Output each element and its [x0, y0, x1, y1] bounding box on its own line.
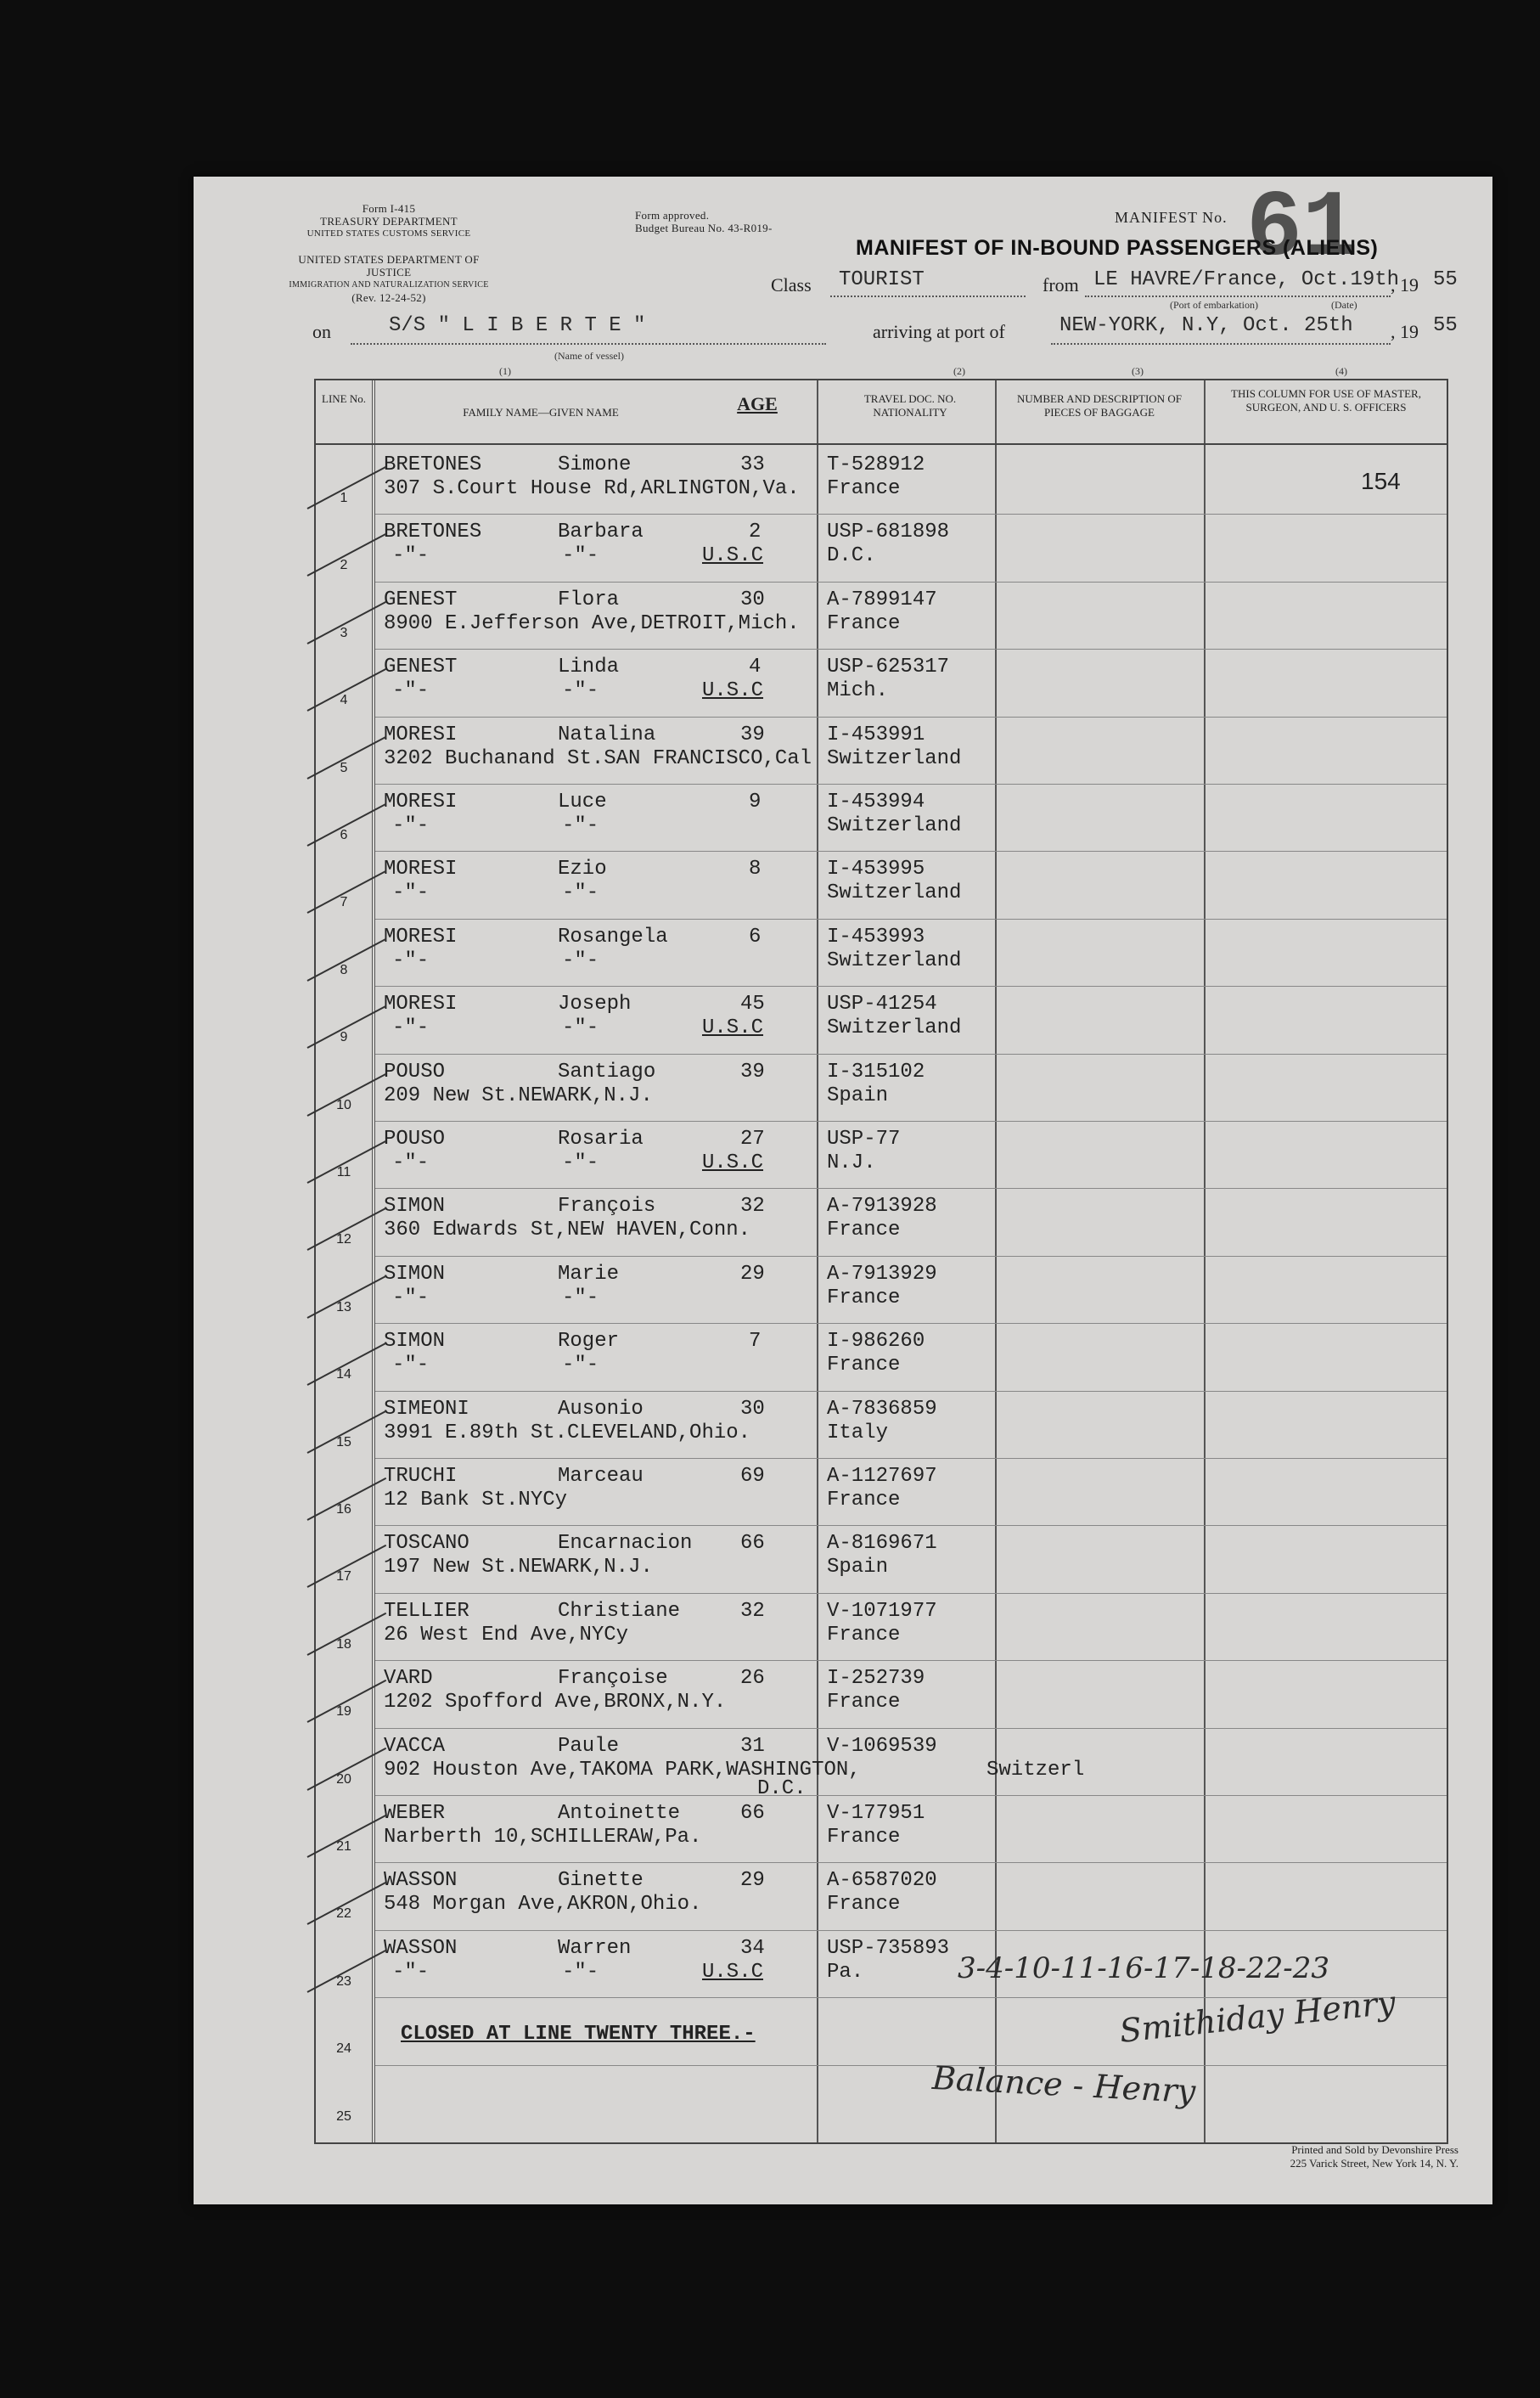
age-value: 29 [740, 1869, 765, 1893]
travel-doc: I-315102 [827, 1060, 925, 1084]
col-header-officers: THIS COLUMN FOR USE OF MASTER, SURGEON, AND U. S. OFFICERS [1231, 387, 1421, 414]
manifest-title: MANIFEST OF IN-BOUND PASSENGERS (ALIENS) [856, 236, 1379, 260]
officer-note: 154 [1361, 468, 1401, 494]
usc-mark: U.S.C [702, 544, 764, 568]
header-rule [316, 443, 1447, 445]
arrive-dots [1051, 343, 1391, 345]
address-ditto: -"- [392, 1354, 430, 1377]
nationality: France [827, 477, 901, 500]
line-number: 20 [336, 1771, 351, 1787]
family-name: WEBER [384, 1802, 446, 1825]
manifest-no-label: MANIFEST No. [1115, 209, 1228, 226]
family-name: WASSON [384, 1869, 458, 1893]
travel-doc: I-986260 [827, 1330, 925, 1354]
line-number: 9 [340, 1030, 348, 1045]
row-divider [375, 1188, 1447, 1189]
address: 26 West End Ave,NYCy [384, 1623, 629, 1647]
year-prefix-1: , 19 [1391, 274, 1419, 296]
row-divider [375, 919, 1447, 920]
row-divider [375, 1525, 1447, 1526]
travel-doc: USP-681898 [827, 521, 950, 544]
family-name: TELLIER [384, 1599, 469, 1623]
travel-doc: USP-735893 [827, 1936, 950, 1960]
justice-dept: UNITED STATES DEPARTMENT OF JUSTICE [298, 253, 480, 279]
age-value: 45 [740, 993, 765, 1016]
nationality: France [827, 1893, 901, 1917]
address-ditto: -"- [392, 1151, 430, 1174]
address: 548 Morgan Ave,AKRON,Ohio. [384, 1893, 702, 1917]
class-dots [830, 296, 1026, 297]
line-number: 23 [336, 1973, 351, 1989]
nationality: Switzerland [827, 949, 962, 972]
row-divider [375, 1458, 1447, 1459]
address: 8900 E.Jefferson Ave,DETROIT,Mich. [384, 611, 800, 635]
age-value: 66 [740, 1802, 765, 1825]
line-number: 25 [336, 2108, 351, 2124]
address-ditto: -"- [392, 679, 430, 703]
given-name: Paule [558, 1734, 620, 1758]
nationality: France [827, 1691, 901, 1714]
line-number: 21 [336, 1839, 351, 1854]
given-name: Joseph [558, 993, 632, 1016]
vessel-dots [351, 343, 826, 345]
nationality: France [827, 1286, 901, 1309]
age-value: 8 [749, 858, 762, 881]
given-name: Rosangela [558, 925, 668, 949]
year-value-2: 55 [1433, 314, 1458, 337]
nationality: Italy [827, 1421, 889, 1444]
form-number: Form I-415 [362, 202, 416, 215]
nationality: Switzerland [827, 746, 962, 770]
family-name: POUSO [384, 1060, 446, 1084]
age-value: 6 [749, 925, 762, 949]
address-ditto: -"- [392, 1960, 430, 1984]
row-divider [375, 1795, 1447, 1796]
travel-doc: I-453995 [827, 858, 925, 881]
family-name: MORESI [384, 993, 458, 1016]
age-value: 39 [740, 723, 765, 746]
col-ref-2: (2) [953, 365, 965, 377]
year-value-1: 55 [1433, 268, 1458, 291]
col-ref-4: (4) [1335, 365, 1347, 377]
line-number: 2 [340, 558, 348, 573]
address-ditto: -"- [392, 814, 430, 837]
arriving-label: arriving at port of [873, 321, 1005, 342]
usc-mark: U.S.C [702, 1016, 764, 1040]
travel-doc: V-1069539 [827, 1734, 937, 1758]
given-ditto: -"- [562, 1354, 599, 1377]
family-name: WASSON [384, 1936, 458, 1960]
given-name: Santiago [558, 1060, 656, 1084]
age-value: 30 [740, 1397, 765, 1421]
given-ditto: -"- [562, 1151, 599, 1174]
vessel-sub: (Name of vessel) [554, 350, 624, 362]
row-divider [375, 1391, 1447, 1392]
nationality: Switzerland [827, 814, 962, 837]
family-name: SIMON [384, 1195, 446, 1219]
line-number: 11 [336, 1165, 351, 1179]
address-ditto: -"- [392, 544, 430, 568]
line-number: 17 [336, 1569, 351, 1585]
given-ditto: -"- [562, 1016, 599, 1040]
justice-info [287, 253, 491, 304]
line-number: 8 [340, 962, 348, 977]
row-divider [375, 1054, 1447, 1055]
form-info [287, 202, 491, 240]
revision: (Rev. 12-24-52) [351, 291, 426, 304]
age-value: 30 [740, 588, 765, 611]
family-name: GENEST [384, 656, 458, 679]
age-value: 32 [740, 1599, 765, 1623]
nationality: Switzerl [986, 1758, 1085, 1782]
family-name: VACCA [384, 1734, 446, 1758]
form-approved: Form approved. [635, 209, 710, 222]
row-divider [375, 1323, 1447, 1324]
travel-doc: USP-41254 [827, 993, 937, 1016]
travel-doc: A-7913929 [827, 1262, 937, 1286]
family-name: SIMON [384, 1330, 446, 1354]
col-divider [817, 380, 818, 2142]
line-number: 1 [340, 491, 348, 505]
travel-doc: I-453994 [827, 791, 925, 813]
from-value: LE HAVRE/France, Oct.19th [1093, 268, 1400, 291]
given-name: Christiane [558, 1599, 681, 1623]
family-name: POUSO [384, 1128, 446, 1151]
printer-line-1: Printed and Sold by Devonshire Press [1291, 2143, 1459, 2156]
family-name: SIMON [384, 1262, 446, 1286]
given-name: Ginette [558, 1869, 644, 1893]
line-number: 22 [336, 1906, 351, 1922]
given-name: Encarnacion [558, 1532, 693, 1556]
age-value: 34 [740, 1936, 765, 1960]
travel-doc: A-8169671 [827, 1532, 937, 1556]
address: 197 New St.NEWARK,N.J. [384, 1556, 653, 1579]
vessel-value: S/S " L I B E R T E " [389, 314, 646, 337]
nationality: Spain [827, 1084, 889, 1107]
family-name: MORESI [384, 925, 458, 949]
usc-mark: U.S.C [702, 1960, 764, 1984]
given-name: Roger [558, 1330, 620, 1354]
row-divider [375, 1593, 1447, 1594]
line-number: 16 [336, 1502, 351, 1517]
address: 3991 E.89th St.CLEVELAND,Ohio. [384, 1421, 751, 1444]
family-name: MORESI [384, 858, 458, 881]
row-divider [375, 1728, 1447, 1729]
given-name: Ausonio [558, 1397, 644, 1421]
given-name: Rosaria [558, 1128, 644, 1151]
given-ditto: -"- [562, 679, 599, 703]
line-number: 4 [340, 693, 348, 708]
given-ditto: -"- [562, 1960, 599, 1984]
family-name: SIMEONI [384, 1397, 469, 1421]
age-value: 31 [740, 1734, 765, 1758]
usc-mark: U.S.C [702, 1151, 764, 1174]
family-name: GENEST [384, 588, 458, 611]
age-value: 29 [740, 1262, 765, 1286]
given-name: Flora [558, 588, 620, 611]
given-name: Linda [558, 656, 620, 679]
line-number: 15 [336, 1434, 351, 1449]
age-value: 69 [740, 1465, 765, 1488]
date-sub: (Date) [1331, 299, 1357, 311]
nationality: France [827, 1354, 901, 1377]
col-header-age: AGE [737, 393, 778, 414]
given-ditto: -"- [562, 814, 599, 837]
address-ditto: -"- [392, 1016, 430, 1040]
manifest-page [194, 177, 1492, 2204]
row-divider [375, 1121, 1447, 1122]
row-divider [375, 514, 1447, 515]
col-header-line: LINE No. [322, 392, 366, 405]
handwritten-signature-1: Smithiday Henry [1117, 1984, 1397, 2050]
from-dots [1085, 296, 1391, 297]
given-name: Simone [558, 453, 632, 476]
on-label: on [312, 321, 331, 342]
manifest-number: 61 [1246, 177, 1359, 283]
nationality: Mich. [827, 679, 889, 703]
line-number: 24 [336, 2041, 351, 2057]
nationality: Switzerland [827, 881, 962, 905]
line-number: 14 [336, 1367, 351, 1382]
ins-service: IMMIGRATION AND NATURALIZATION SERVICE [289, 280, 489, 290]
approval-info [635, 209, 805, 234]
travel-doc: I-252739 [827, 1667, 925, 1691]
handwritten-line-list: 3-4-10-11-16-17-18-22-23 [958, 1951, 1330, 1985]
address: 12 Bank St.NYCy [384, 1489, 568, 1511]
nationality: Spain [827, 1556, 889, 1579]
given-name: Ezio [558, 858, 607, 881]
col-divider [995, 380, 997, 2142]
address: 209 New St.NEWARK,N.J. [384, 1084, 653, 1107]
class-label: Class [771, 274, 812, 296]
family-name: BRETONES [384, 453, 482, 476]
given-name: Antoinette [558, 1802, 681, 1825]
col-header-name: FAMILY NAME—GIVEN NAME [463, 406, 619, 419]
line-number: 5 [340, 760, 348, 775]
class-value: TOURIST [839, 268, 925, 291]
travel-doc: I-453993 [827, 925, 925, 949]
travel-doc: T-528912 [827, 453, 925, 476]
address-ditto: -"- [392, 949, 430, 972]
year-prefix-2: , 19 [1391, 321, 1419, 342]
from-label: from [1043, 274, 1079, 296]
row-divider [375, 784, 1447, 785]
arrive-value: NEW-YORK, N.Y, Oct. 25th [1059, 314, 1353, 337]
given-ditto: -"- [562, 1286, 599, 1309]
family-name: TOSCANO [384, 1532, 469, 1556]
col-header-travel: TRAVEL DOC. NO. NATIONALITY [863, 392, 957, 419]
address: 307 S.Court House Rd,ARLINGTON,Va. [384, 477, 800, 500]
nationality: N.J. [827, 1151, 876, 1174]
address-ditto: -"- [392, 881, 430, 905]
nationality: D.C. [827, 544, 876, 568]
given-name: Marie [558, 1262, 620, 1286]
nationality: France [827, 1623, 901, 1647]
travel-doc: V-177951 [827, 1802, 925, 1825]
nationality: France [827, 1219, 901, 1242]
row-divider [375, 717, 1447, 718]
age-value: 66 [740, 1532, 765, 1556]
given-name: François [558, 1195, 656, 1219]
address-ditto: -"- [392, 1286, 430, 1309]
col-ref-1: (1) [499, 365, 511, 377]
line-number: 18 [336, 1636, 351, 1652]
passenger-table [314, 379, 1448, 2144]
age-value: 9 [749, 791, 762, 813]
travel-doc: A-7913928 [827, 1195, 937, 1219]
closing-note: CLOSED AT LINE TWENTY THREE.- [401, 2023, 756, 2046]
age-value: 39 [740, 1060, 765, 1084]
given-ditto: -"- [562, 544, 599, 568]
age-value: 33 [740, 453, 765, 476]
given-name: Warren [558, 1936, 632, 1960]
printer-credit [1290, 2143, 1459, 2170]
travel-doc: A-7836859 [827, 1397, 937, 1421]
given-name: Françoise [558, 1667, 668, 1691]
age-value: 4 [749, 656, 762, 679]
col-divider [372, 380, 375, 2142]
line-number: 3 [340, 625, 348, 640]
age-value: 26 [740, 1667, 765, 1691]
row-divider [375, 851, 1447, 852]
age-value: 32 [740, 1195, 765, 1219]
customs-service: UNITED STATES CUSTOMS SERVICE [306, 228, 471, 239]
travel-doc: I-453991 [827, 723, 925, 746]
travel-doc: A-1127697 [827, 1465, 937, 1488]
address: 1202 Spofford Ave,BRONX,N.Y. [384, 1691, 727, 1714]
given-name: Luce [558, 791, 607, 813]
row-divider [375, 1660, 1447, 1661]
line-number: 10 [336, 1097, 351, 1112]
col-divider [1204, 380, 1206, 2142]
row-divider [375, 2065, 1447, 2066]
nationality: France [827, 1489, 901, 1511]
age-value: 2 [749, 521, 762, 544]
row-divider [375, 1256, 1447, 1257]
line-number: 19 [336, 1704, 351, 1720]
handwritten-signature-2: Balance - Henry [931, 2058, 1197, 2111]
embark-sub: (Port of embarkation) [1170, 299, 1258, 311]
family-name: MORESI [384, 791, 458, 813]
budget-bureau: Budget Bureau No. 43-R019- [635, 222, 773, 234]
given-name: Marceau [558, 1465, 644, 1488]
nationality: Pa. [827, 1960, 864, 1984]
address: Narberth 10,SCHILLERAW,Pa. [384, 1826, 702, 1849]
age-value: 27 [740, 1128, 765, 1151]
travel-doc: A-6587020 [827, 1869, 937, 1893]
line-number: 6 [340, 828, 348, 842]
printer-line-2: 225 Varick Street, New York 14, N. Y. [1290, 2157, 1459, 2170]
nationality: France [827, 1826, 901, 1849]
given-name: Barbara [558, 521, 644, 544]
travel-doc: V-1071977 [827, 1599, 937, 1623]
line-number: 7 [340, 895, 348, 910]
row-divider [375, 582, 1447, 583]
usc-mark: U.S.C [702, 679, 764, 703]
row-divider [375, 1862, 1447, 1863]
address: 902 Houston Ave,TAKOMA PARK,WASHINGTON, [384, 1758, 861, 1782]
given-ditto: -"- [562, 949, 599, 972]
line-number: 13 [336, 1299, 351, 1314]
family-name: BRETONES [384, 521, 482, 544]
col-header-baggage: NUMBER AND DESCRIPTION OF PIECES OF BAGGAGE [1017, 392, 1182, 419]
given-name: Natalina [558, 723, 656, 746]
row-divider [375, 1930, 1447, 1931]
travel-doc: USP-77 [827, 1128, 901, 1151]
age-value: 7 [749, 1330, 762, 1354]
address: 3202 Buchanand St.SAN FRANCISCO,Cal [384, 746, 812, 770]
row-divider [375, 986, 1447, 987]
row-divider [375, 649, 1447, 650]
family-name: TRUCHI [384, 1465, 458, 1488]
family-name: MORESI [384, 723, 458, 746]
travel-doc: USP-625317 [827, 656, 950, 679]
travel-doc: A-7899147 [827, 588, 937, 611]
col-ref-3: (3) [1132, 365, 1144, 377]
family-name: VARD [384, 1667, 433, 1691]
nationality: France [827, 611, 901, 635]
treasury-dept: TREASURY DEPARTMENT [320, 215, 458, 228]
address: 360 Edwards St,NEW HAVEN,Conn. [384, 1219, 751, 1242]
line-number: 12 [336, 1232, 351, 1247]
given-ditto: -"- [562, 881, 599, 905]
nationality: Switzerland [827, 1016, 962, 1040]
address-cont: D.C. [757, 1776, 807, 1800]
